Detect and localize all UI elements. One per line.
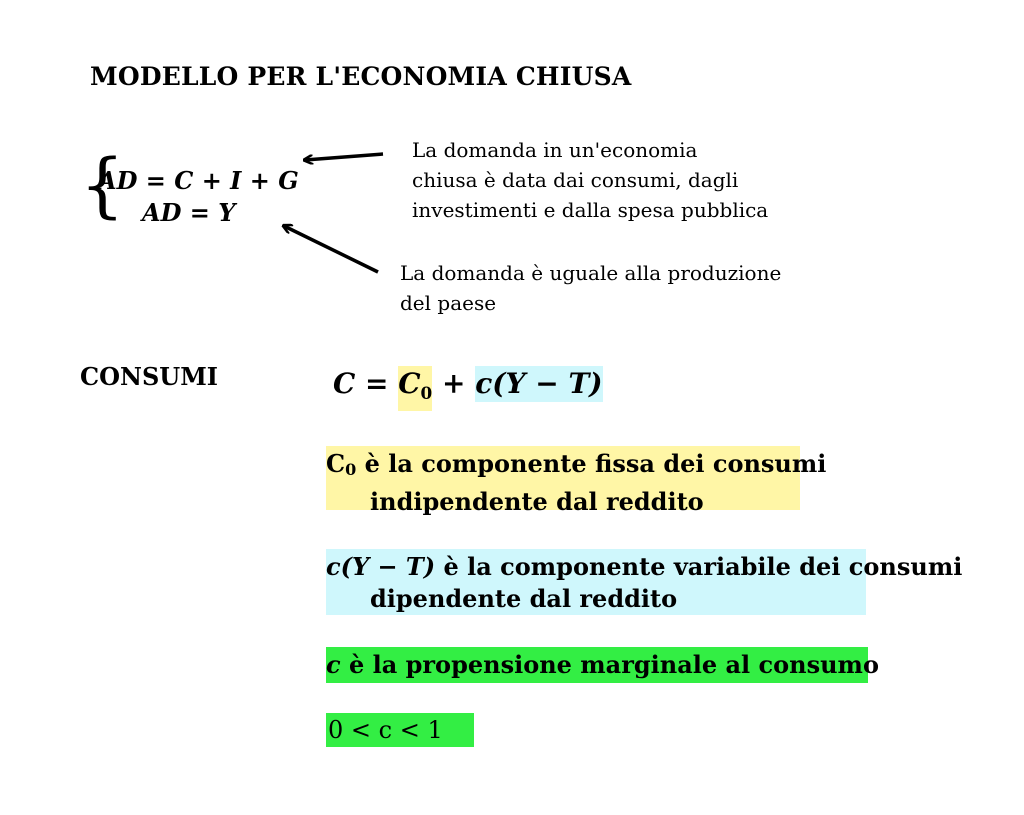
consumption-formula bbox=[333, 366, 603, 402]
formula-c0-subscript: 0 bbox=[420, 383, 433, 404]
equation-aggregate-demand: AD = C + I + G bbox=[98, 166, 299, 195]
c0-text: è la componente fissa dei consumi bbox=[356, 449, 827, 478]
formula-c0 bbox=[398, 366, 432, 411]
note-demand-equals-production bbox=[400, 258, 781, 318]
note1-line: investimenti e dalla spesa pubblica bbox=[412, 198, 769, 222]
arrow-to-eq1 bbox=[305, 154, 383, 160]
formula-variable-part: c(Y − T) bbox=[475, 367, 603, 400]
formula-c0-symbol: C bbox=[398, 367, 421, 400]
definition-line: dipendente dal reddito bbox=[370, 584, 678, 613]
variable-text: è la componente variabile dei consumi bbox=[435, 552, 963, 581]
mpc-text: è la propensione marginale al consumo bbox=[340, 650, 879, 679]
definition-line: indipendente dal reddito bbox=[370, 487, 704, 516]
range-text: 0 < c < 1 bbox=[328, 716, 443, 744]
formula-plus: + bbox=[432, 367, 476, 400]
left-brace: { bbox=[80, 144, 125, 226]
note-demand-composition bbox=[412, 135, 768, 225]
equation-equilibrium: AD = Y bbox=[142, 198, 236, 227]
mpc-range bbox=[326, 713, 474, 747]
note2-line: La domanda è uguale alla produzione bbox=[400, 261, 782, 285]
mpc-symbol: c bbox=[326, 650, 341, 679]
c0-symbol: C bbox=[326, 449, 346, 478]
note1-line: La domanda in un'economia bbox=[412, 138, 698, 162]
page-title: MODELLO PER L'ECONOMIA CHIUSA bbox=[90, 62, 632, 91]
section-label-consumi: CONSUMI bbox=[80, 362, 218, 391]
definition-variable-component bbox=[326, 549, 963, 615]
formula-lhs: C = bbox=[333, 367, 399, 400]
definition-marginal-propensity bbox=[326, 647, 879, 683]
note2-line: del paese bbox=[400, 291, 497, 315]
definition-line bbox=[326, 549, 963, 583]
definition-line bbox=[326, 446, 827, 486]
c0-subscript: 0 bbox=[345, 460, 357, 479]
note1-line: chiusa è data dai consumi, dagli bbox=[412, 168, 739, 192]
definition-fixed-component bbox=[326, 446, 827, 516]
arrow-to-eq2 bbox=[284, 226, 378, 272]
definition-line bbox=[326, 647, 879, 681]
variable-symbol: c(Y − T) bbox=[326, 552, 436, 581]
